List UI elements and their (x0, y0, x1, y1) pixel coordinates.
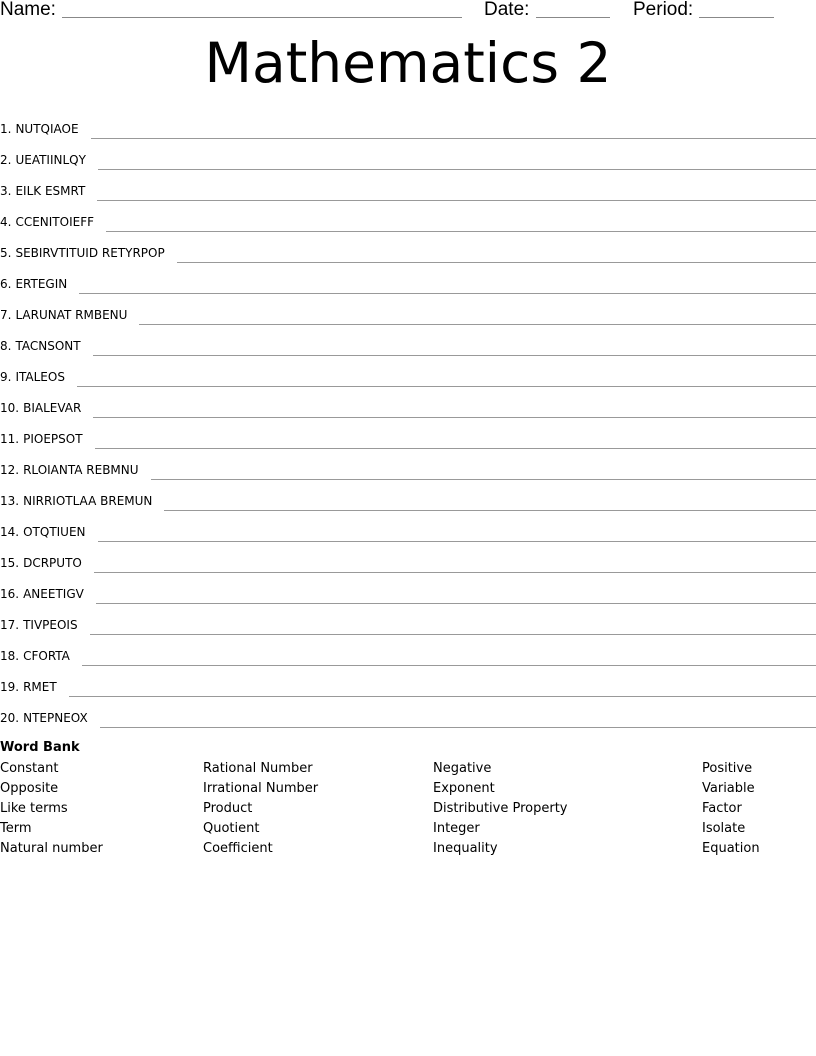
answer-line[interactable] (96, 603, 816, 604)
question-text (0, 370, 65, 389)
scrambled-word: SEBIRVTITUID RETYRPOP (15, 246, 165, 260)
question-text (0, 401, 81, 420)
answer-line[interactable] (98, 541, 816, 542)
question-number: 19. (0, 680, 20, 694)
scrambled-word: RMET (23, 680, 57, 694)
scrambled-word: NTEPNEOX (23, 711, 88, 725)
question-list (0, 110, 816, 730)
question-text (0, 246, 165, 265)
question-text (0, 153, 86, 172)
question-row (0, 358, 816, 389)
word-bank-item: Product (203, 801, 253, 816)
scrambled-word: DCRPUTO (23, 556, 82, 570)
scrambled-word: TACNSONT (15, 339, 81, 353)
scrambled-word: TIVPEOIS (23, 618, 78, 632)
word-bank-column (702, 759, 760, 859)
answer-line[interactable] (97, 200, 816, 201)
answer-line[interactable] (90, 634, 816, 635)
question-row (0, 389, 816, 420)
question-text (0, 308, 127, 327)
scrambled-word: NIRRIOTLAA BREMUN (23, 494, 153, 508)
question-number: 7. (0, 308, 12, 322)
page-title: Mathematics 2 (204, 31, 612, 95)
word-bank-item: Constant (0, 761, 59, 776)
answer-line[interactable] (82, 665, 816, 666)
answer-line[interactable] (100, 727, 816, 728)
question-text (0, 711, 88, 730)
name-field[interactable] (62, 17, 462, 18)
question-number: 13. (0, 494, 20, 508)
question-number: 6. (0, 277, 12, 291)
word-bank-item: Quotient (203, 821, 260, 836)
word-bank-column (203, 759, 318, 859)
word-bank-item: Natural number (0, 841, 103, 856)
scrambled-word: ERTEGIN (15, 277, 68, 291)
question-number: 18. (0, 649, 20, 663)
question-row (0, 234, 816, 265)
question-text (0, 339, 81, 358)
question-text (0, 680, 57, 699)
question-row (0, 265, 816, 296)
period-field[interactable] (699, 17, 774, 18)
word-bank-grid (0, 759, 816, 859)
answer-line[interactable] (93, 355, 816, 356)
answer-line[interactable] (79, 293, 816, 294)
question-text (0, 556, 82, 575)
word-bank-item: Isolate (702, 821, 746, 836)
scrambled-word: PIOEPSOT (23, 432, 83, 446)
answer-line[interactable] (106, 231, 816, 232)
word-bank-item: Irrational Number (203, 781, 319, 796)
word-bank (0, 739, 816, 859)
date-field[interactable] (536, 17, 610, 18)
question-row (0, 544, 816, 575)
question-row (0, 420, 816, 451)
word-bank-item: Variable (702, 781, 755, 796)
question-row (0, 110, 816, 141)
question-text (0, 525, 86, 544)
scrambled-word: ITALEOS (15, 370, 65, 384)
question-number: 12. (0, 463, 20, 477)
question-number: 10. (0, 401, 20, 415)
question-number: 4. (0, 215, 12, 229)
word-bank-title: Word Bank (0, 740, 80, 755)
question-number: 15. (0, 556, 20, 570)
word-bank-item: Term (0, 821, 32, 836)
question-row (0, 451, 816, 482)
question-number: 20. (0, 711, 20, 725)
question-number: 17. (0, 618, 20, 632)
question-text (0, 122, 79, 141)
scrambled-word: ANEETIGV (23, 587, 84, 601)
word-bank-item: Exponent (433, 781, 495, 796)
question-number: 1. (0, 122, 12, 136)
answer-line[interactable] (95, 448, 816, 449)
word-bank-item: Negative (433, 761, 492, 776)
question-number: 2. (0, 153, 12, 167)
question-number: 14. (0, 525, 20, 539)
answer-line[interactable] (69, 696, 816, 697)
question-text (0, 494, 152, 513)
question-row (0, 482, 816, 513)
question-text (0, 618, 78, 637)
word-bank-item: Integer (433, 821, 480, 836)
question-row (0, 699, 816, 730)
answer-line[interactable] (177, 262, 816, 263)
answer-line[interactable] (151, 479, 816, 480)
scrambled-word: RLOIANTA REBMNU (23, 463, 139, 477)
question-row (0, 172, 816, 203)
answer-line[interactable] (139, 324, 816, 325)
scrambled-word: NUTQIAOE (15, 122, 79, 136)
question-row (0, 296, 816, 327)
worksheet-header (0, 0, 816, 22)
question-row (0, 668, 816, 699)
question-row (0, 327, 816, 358)
word-bank-item: Equation (702, 841, 760, 856)
question-row (0, 575, 816, 606)
word-bank-column (0, 759, 103, 859)
question-number: 3. (0, 184, 12, 198)
question-number: 8. (0, 339, 12, 353)
question-row (0, 203, 816, 234)
scrambled-word: CFORTA (23, 649, 70, 663)
word-bank-item: Distributive Property (433, 801, 568, 816)
answer-line[interactable] (91, 138, 816, 139)
word-bank-item: Inequality (433, 841, 498, 856)
word-bank-item: Coefficient (203, 841, 273, 856)
word-bank-item: Rational Number (203, 761, 313, 776)
question-number: 9. (0, 370, 12, 384)
period-label: Period: (633, 0, 694, 20)
question-row (0, 513, 816, 544)
word-bank-item: Like terms (0, 801, 68, 816)
answer-line[interactable] (94, 572, 816, 573)
answer-line[interactable] (77, 386, 816, 387)
question-text (0, 215, 94, 234)
word-bank-item: Positive (702, 761, 753, 776)
word-bank-column (433, 759, 567, 859)
question-text (0, 649, 70, 668)
question-text (0, 587, 84, 606)
answer-line[interactable] (164, 510, 816, 511)
name-label: Name: (0, 0, 56, 20)
word-bank-item: Opposite (0, 781, 59, 796)
question-text (0, 432, 83, 451)
question-number: 11. (0, 432, 20, 446)
answer-line[interactable] (93, 417, 816, 418)
question-number: 5. (0, 246, 12, 260)
scrambled-word: UEATIINLQY (15, 153, 86, 167)
question-row (0, 141, 816, 172)
question-text (0, 277, 67, 296)
question-row (0, 637, 816, 668)
scrambled-word: BIALEVAR (23, 401, 82, 415)
scrambled-word: LARUNAT RMBENU (15, 308, 128, 322)
scrambled-word: OTQTIUEN (23, 525, 86, 539)
answer-line[interactable] (98, 169, 816, 170)
question-text (0, 463, 139, 482)
scrambled-word: CCENITOIEFF (15, 215, 95, 229)
scrambled-word: EILK ESMRT (15, 184, 86, 198)
question-row (0, 606, 816, 637)
word-bank-item: Factor (702, 801, 742, 816)
question-number: 16. (0, 587, 20, 601)
date-label: Date: (484, 0, 530, 20)
question-text (0, 184, 85, 203)
